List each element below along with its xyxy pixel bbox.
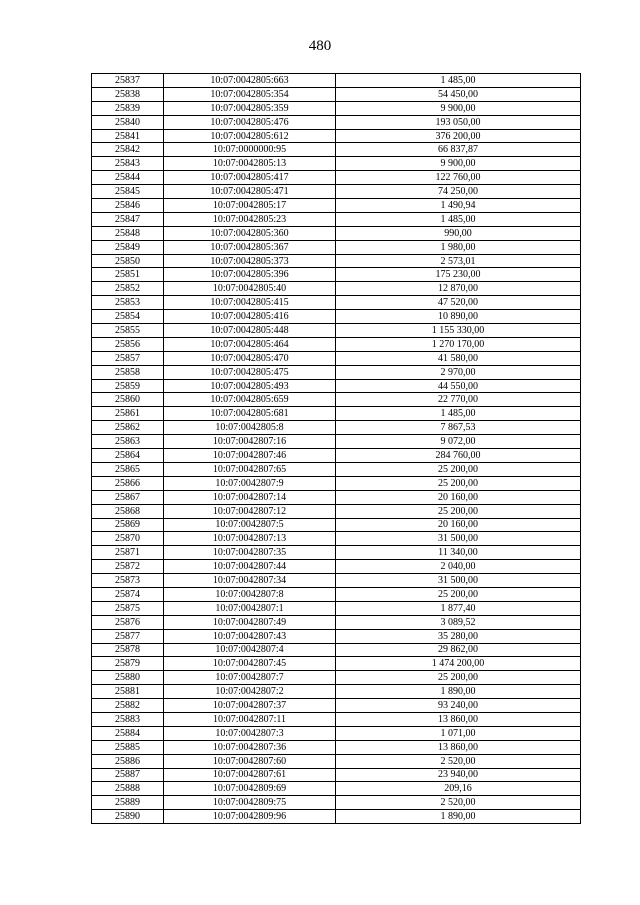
row-number-cell: 25849 xyxy=(92,240,164,254)
row-number-cell: 25869 xyxy=(92,518,164,532)
value-cell: 376 200,00 xyxy=(336,129,581,143)
value-cell: 12 870,00 xyxy=(336,282,581,296)
row-number-cell: 25863 xyxy=(92,435,164,449)
table-row xyxy=(92,740,581,754)
table-row xyxy=(92,171,581,185)
row-number-cell: 25890 xyxy=(92,810,164,824)
cadastral-number-cell: 10:07:0042807:11 xyxy=(164,712,336,726)
table-row xyxy=(92,407,581,421)
value-cell: 2 520,00 xyxy=(336,796,581,810)
value-cell: 1 485,00 xyxy=(336,74,581,88)
value-cell: 1 155 330,00 xyxy=(336,324,581,338)
table-row xyxy=(92,185,581,199)
table-row xyxy=(92,282,581,296)
row-number-cell: 25862 xyxy=(92,421,164,435)
row-number-cell: 25841 xyxy=(92,129,164,143)
value-cell: 93 240,00 xyxy=(336,699,581,713)
cadastral-number-cell: 10:07:0042805:464 xyxy=(164,337,336,351)
cadastral-number-cell: 10:07:0042807:8 xyxy=(164,587,336,601)
cadastral-number-cell: 10:07:0042807:2 xyxy=(164,685,336,699)
cadastral-number-cell: 10:07:0042805:416 xyxy=(164,310,336,324)
table-row xyxy=(92,490,581,504)
value-cell: 9 900,00 xyxy=(336,157,581,171)
table-row xyxy=(92,337,581,351)
cadastral-number-cell: 10:07:0042805:23 xyxy=(164,212,336,226)
table-row xyxy=(92,435,581,449)
row-number-cell: 25885 xyxy=(92,740,164,754)
cadastral-number-cell: 10:07:0042807:4 xyxy=(164,643,336,657)
row-number-cell: 25858 xyxy=(92,365,164,379)
table-row xyxy=(92,296,581,310)
value-cell: 1 890,00 xyxy=(336,685,581,699)
table-row xyxy=(92,226,581,240)
table-row xyxy=(92,546,581,560)
value-cell: 175 230,00 xyxy=(336,268,581,282)
row-number-cell: 25880 xyxy=(92,671,164,685)
row-number-cell: 25876 xyxy=(92,615,164,629)
row-number-cell: 25867 xyxy=(92,490,164,504)
table-row xyxy=(92,504,581,518)
row-number-cell: 25883 xyxy=(92,712,164,726)
row-number-cell: 25855 xyxy=(92,324,164,338)
cadastral-number-cell: 10:07:0042807:5 xyxy=(164,518,336,532)
table-row xyxy=(92,310,581,324)
row-number-cell: 25840 xyxy=(92,115,164,129)
row-number-cell: 25864 xyxy=(92,449,164,463)
table-row xyxy=(92,476,581,490)
cadastral-number-cell: 10:07:0042805:476 xyxy=(164,115,336,129)
value-cell: 25 200,00 xyxy=(336,587,581,601)
row-number-cell: 25857 xyxy=(92,351,164,365)
table-row xyxy=(92,587,581,601)
value-cell: 1 270 170,00 xyxy=(336,337,581,351)
cadastral-number-cell: 10:07:0042807:43 xyxy=(164,629,336,643)
table-row xyxy=(92,143,581,157)
value-cell: 41 580,00 xyxy=(336,351,581,365)
row-number-cell: 25887 xyxy=(92,768,164,782)
cadastral-number-cell: 10:07:0042807:36 xyxy=(164,740,336,754)
table-row xyxy=(92,254,581,268)
value-cell: 25 200,00 xyxy=(336,462,581,476)
table-row xyxy=(92,74,581,88)
table-row xyxy=(92,365,581,379)
table-row xyxy=(92,726,581,740)
cadastral-number-cell: 10:07:0042807:65 xyxy=(164,462,336,476)
value-cell: 11 340,00 xyxy=(336,546,581,560)
row-number-cell: 25837 xyxy=(92,74,164,88)
value-cell: 1 474 200,00 xyxy=(336,657,581,671)
table-row xyxy=(92,462,581,476)
table-row xyxy=(92,574,581,588)
value-cell: 209,16 xyxy=(336,782,581,796)
value-cell: 122 760,00 xyxy=(336,171,581,185)
registry-table xyxy=(91,73,581,824)
value-cell: 25 200,00 xyxy=(336,504,581,518)
table-row xyxy=(92,129,581,143)
row-number-cell: 25854 xyxy=(92,310,164,324)
value-cell: 22 770,00 xyxy=(336,393,581,407)
row-number-cell: 25878 xyxy=(92,643,164,657)
table-row xyxy=(92,115,581,129)
row-number-cell: 25839 xyxy=(92,101,164,115)
table-row xyxy=(92,699,581,713)
value-cell: 2 970,00 xyxy=(336,365,581,379)
cadastral-number-cell: 10:07:0042807:60 xyxy=(164,754,336,768)
value-cell: 25 200,00 xyxy=(336,476,581,490)
cadastral-number-cell: 10:07:0042805:448 xyxy=(164,324,336,338)
row-number-cell: 25866 xyxy=(92,476,164,490)
row-number-cell: 25868 xyxy=(92,504,164,518)
cadastral-number-cell: 10:07:0042805:493 xyxy=(164,379,336,393)
row-number-cell: 25881 xyxy=(92,685,164,699)
cadastral-number-cell: 10:07:0042809:69 xyxy=(164,782,336,796)
cadastral-number-cell: 10:07:0042807:3 xyxy=(164,726,336,740)
value-cell: 20 160,00 xyxy=(336,518,581,532)
row-number-cell: 25882 xyxy=(92,699,164,713)
row-number-cell: 25856 xyxy=(92,337,164,351)
row-number-cell: 25847 xyxy=(92,212,164,226)
row-number-cell: 25850 xyxy=(92,254,164,268)
cadastral-number-cell: 10:07:0000000:95 xyxy=(164,143,336,157)
row-number-cell: 25886 xyxy=(92,754,164,768)
value-cell: 1 877,40 xyxy=(336,601,581,615)
row-number-cell: 25843 xyxy=(92,157,164,171)
value-cell: 66 837,87 xyxy=(336,143,581,157)
cadastral-number-cell: 10:07:0042809:96 xyxy=(164,810,336,824)
value-cell: 1 980,00 xyxy=(336,240,581,254)
table-row xyxy=(92,87,581,101)
table-row xyxy=(92,560,581,574)
cadastral-number-cell: 10:07:0042805:471 xyxy=(164,185,336,199)
cadastral-number-cell: 10:07:0042805:373 xyxy=(164,254,336,268)
value-cell: 29 862,00 xyxy=(336,643,581,657)
value-cell: 25 200,00 xyxy=(336,671,581,685)
value-cell: 2 520,00 xyxy=(336,754,581,768)
table-row xyxy=(92,379,581,393)
value-cell: 3 089,52 xyxy=(336,615,581,629)
cadastral-number-cell: 10:07:0042807:12 xyxy=(164,504,336,518)
registry-table-body xyxy=(92,74,581,824)
row-number-cell: 25846 xyxy=(92,199,164,213)
table-row xyxy=(92,268,581,282)
table-row xyxy=(92,629,581,643)
row-number-cell: 25842 xyxy=(92,143,164,157)
row-number-cell: 25889 xyxy=(92,796,164,810)
cadastral-number-cell: 10:07:0042809:75 xyxy=(164,796,336,810)
cadastral-number-cell: 10:07:0042805:415 xyxy=(164,296,336,310)
value-cell: 10 890,00 xyxy=(336,310,581,324)
cadastral-number-cell: 10:07:0042807:13 xyxy=(164,532,336,546)
value-cell: 1 490,94 xyxy=(336,199,581,213)
row-number-cell: 25874 xyxy=(92,587,164,601)
cadastral-number-cell: 10:07:0042805:659 xyxy=(164,393,336,407)
value-cell: 1 890,00 xyxy=(336,810,581,824)
table-row xyxy=(92,324,581,338)
table-row xyxy=(92,101,581,115)
cadastral-number-cell: 10:07:0042805:354 xyxy=(164,87,336,101)
page-number: 480 xyxy=(308,38,332,54)
value-cell: 1 485,00 xyxy=(336,407,581,421)
row-number-cell: 25888 xyxy=(92,782,164,796)
table-row xyxy=(92,199,581,213)
row-number-cell: 25875 xyxy=(92,601,164,615)
row-number-cell: 25844 xyxy=(92,171,164,185)
table-row xyxy=(92,768,581,782)
table-row xyxy=(92,240,581,254)
table-row xyxy=(92,393,581,407)
table-row xyxy=(92,532,581,546)
cadastral-number-cell: 10:07:0042807:44 xyxy=(164,560,336,574)
cadastral-number-cell: 10:07:0042805:681 xyxy=(164,407,336,421)
row-number-cell: 25877 xyxy=(92,629,164,643)
row-number-cell: 25870 xyxy=(92,532,164,546)
cadastral-number-cell: 10:07:0042805:663 xyxy=(164,74,336,88)
table-row xyxy=(92,421,581,435)
table-row xyxy=(92,449,581,463)
cadastral-number-cell: 10:07:0042805:8 xyxy=(164,421,336,435)
cadastral-number-cell: 10:07:0042807:37 xyxy=(164,699,336,713)
value-cell: 44 550,00 xyxy=(336,379,581,393)
row-number-cell: 25860 xyxy=(92,393,164,407)
row-number-cell: 25851 xyxy=(92,268,164,282)
table-row xyxy=(92,782,581,796)
value-cell: 35 280,00 xyxy=(336,629,581,643)
table-row xyxy=(92,754,581,768)
value-cell: 23 940,00 xyxy=(336,768,581,782)
table-row xyxy=(92,615,581,629)
value-cell: 2 573,01 xyxy=(336,254,581,268)
row-number-cell: 25852 xyxy=(92,282,164,296)
value-cell: 193 050,00 xyxy=(336,115,581,129)
cadastral-number-cell: 10:07:0042807:35 xyxy=(164,546,336,560)
cadastral-number-cell: 10:07:0042807:7 xyxy=(164,671,336,685)
table-row xyxy=(92,518,581,532)
table-row xyxy=(92,810,581,824)
value-cell: 31 500,00 xyxy=(336,574,581,588)
row-number-cell: 25871 xyxy=(92,546,164,560)
table-row xyxy=(92,643,581,657)
value-cell: 13 860,00 xyxy=(336,712,581,726)
cadastral-number-cell: 10:07:0042805:359 xyxy=(164,101,336,115)
table-row xyxy=(92,351,581,365)
value-cell: 20 160,00 xyxy=(336,490,581,504)
cadastral-number-cell: 10:07:0042805:612 xyxy=(164,129,336,143)
row-number-cell: 25848 xyxy=(92,226,164,240)
value-cell: 990,00 xyxy=(336,226,581,240)
value-cell: 1 071,00 xyxy=(336,726,581,740)
value-cell: 74 250,00 xyxy=(336,185,581,199)
row-number-cell: 25873 xyxy=(92,574,164,588)
value-cell: 2 040,00 xyxy=(336,560,581,574)
cadastral-number-cell: 10:07:0042805:367 xyxy=(164,240,336,254)
value-cell: 9 900,00 xyxy=(336,101,581,115)
cadastral-number-cell: 10:07:0042805:17 xyxy=(164,199,336,213)
table-row xyxy=(92,212,581,226)
cadastral-number-cell: 10:07:0042805:396 xyxy=(164,268,336,282)
cadastral-number-cell: 10:07:0042807:16 xyxy=(164,435,336,449)
value-cell: 13 860,00 xyxy=(336,740,581,754)
table-row xyxy=(92,712,581,726)
cadastral-number-cell: 10:07:0042807:9 xyxy=(164,476,336,490)
cadastral-number-cell: 10:07:0042807:46 xyxy=(164,449,336,463)
row-number-cell: 25865 xyxy=(92,462,164,476)
table-row xyxy=(92,671,581,685)
value-cell: 54 450,00 xyxy=(336,87,581,101)
row-number-cell: 25884 xyxy=(92,726,164,740)
row-number-cell: 25879 xyxy=(92,657,164,671)
row-number-cell: 25853 xyxy=(92,296,164,310)
cadastral-number-cell: 10:07:0042805:470 xyxy=(164,351,336,365)
cadastral-number-cell: 10:07:0042805:40 xyxy=(164,282,336,296)
cadastral-number-cell: 10:07:0042805:475 xyxy=(164,365,336,379)
value-cell: 31 500,00 xyxy=(336,532,581,546)
value-cell: 284 760,00 xyxy=(336,449,581,463)
table-row xyxy=(92,796,581,810)
value-cell: 9 072,00 xyxy=(336,435,581,449)
cadastral-number-cell: 10:07:0042807:1 xyxy=(164,601,336,615)
cadastral-number-cell: 10:07:0042807:61 xyxy=(164,768,336,782)
row-number-cell: 25845 xyxy=(92,185,164,199)
value-cell: 1 485,00 xyxy=(336,212,581,226)
table-row xyxy=(92,157,581,171)
cadastral-number-cell: 10:07:0042805:417 xyxy=(164,171,336,185)
cadastral-number-cell: 10:07:0042805:13 xyxy=(164,157,336,171)
row-number-cell: 25861 xyxy=(92,407,164,421)
table-row xyxy=(92,685,581,699)
row-number-cell: 25838 xyxy=(92,87,164,101)
table-row xyxy=(92,601,581,615)
cadastral-number-cell: 10:07:0042805:360 xyxy=(164,226,336,240)
cadastral-number-cell: 10:07:0042807:45 xyxy=(164,657,336,671)
value-cell: 47 520,00 xyxy=(336,296,581,310)
cadastral-number-cell: 10:07:0042807:49 xyxy=(164,615,336,629)
cadastral-number-cell: 10:07:0042807:34 xyxy=(164,574,336,588)
cadastral-number-cell: 10:07:0042807:14 xyxy=(164,490,336,504)
row-number-cell: 25872 xyxy=(92,560,164,574)
value-cell: 7 867,53 xyxy=(336,421,581,435)
row-number-cell: 25859 xyxy=(92,379,164,393)
table-row xyxy=(92,657,581,671)
